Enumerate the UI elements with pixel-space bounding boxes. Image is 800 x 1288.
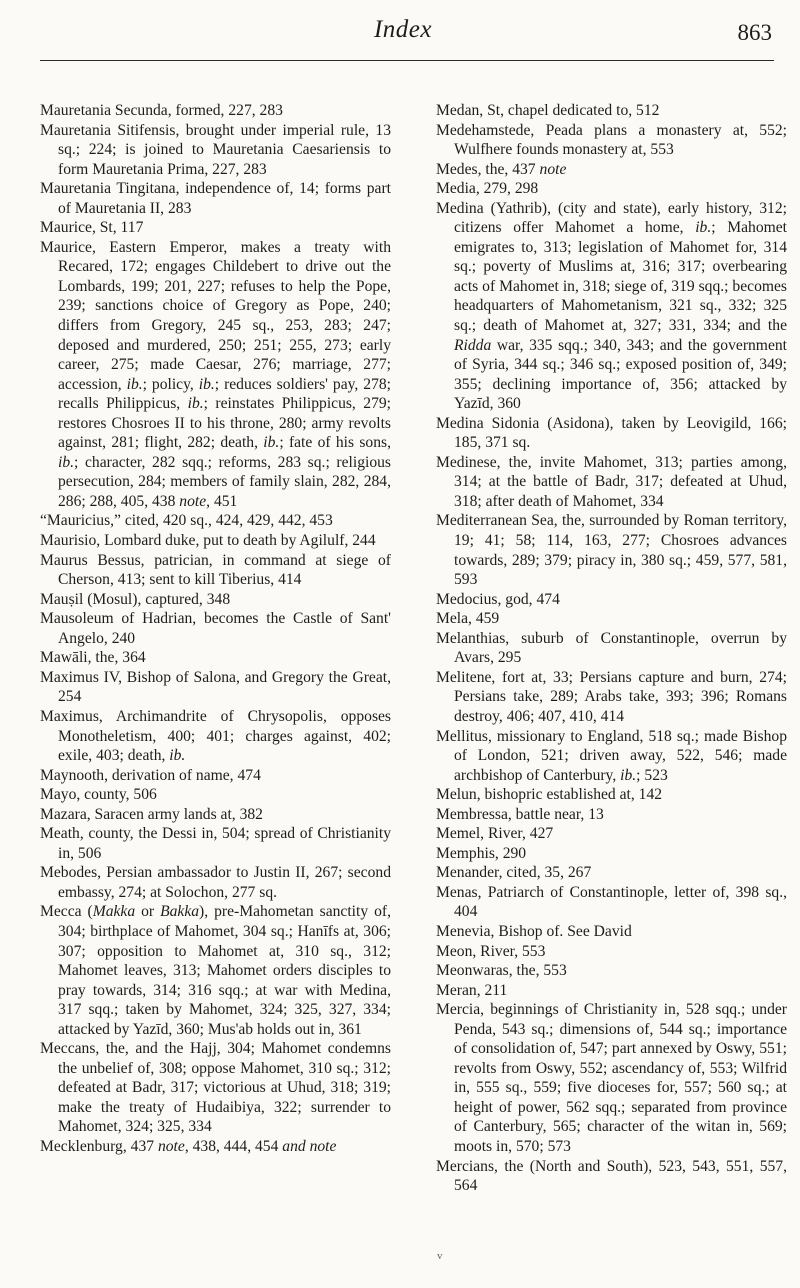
index-entry: Maurisio, Lombard duke, put to death by Agilulf, 244: [40, 532, 376, 550]
index-entry: Mediterranean Sea, the, surrounded by Roman territory, 19; 41; 58; 114, 163, 277; Chosroes advances towards, 289; 379; piracy in, 380 sq.; 459, 577, 581, 593: [436, 512, 787, 589]
index-entry: Mecklenburg, 437 note, 438, 444, 454 and note: [40, 1137, 337, 1155]
index-entry: Maurice, St, 117: [40, 219, 144, 237]
index-entry: Mauretania Tingitana, independence of, 14; forms part of Mauretania II, 283: [40, 180, 391, 217]
index-entry: Mebodes, Persian ambassador to Justin II, 267; second embassy, 274; at Solochon, 277 sq.: [40, 864, 391, 901]
index-entry: Mazara, Saracen army lands at, 382: [40, 805, 263, 823]
index-entry: Maximus, Archimandrite of Chrysopolis, opposes Monotheletism, 400; 401; charges against, 402; exile, 403; death, ib.: [40, 707, 391, 765]
page-header: [32, 12, 774, 64]
index-entry: Membressa, battle near, 13: [436, 805, 604, 823]
index-entry: Mauretania Sitifensis, brought under imperial rule, 13 sq.; 224; is joined to Mauretania Caesariensis to form Mauretania Prima, 227, 283: [40, 121, 391, 178]
index-entry: Medinese, the, invite Mahomet, 313; parties among, 314; at the battle of Badr, 317; defeated at Uhud, 318; after death of Mahomet, 334: [436, 453, 787, 510]
index-entry: Mercians, the (North and South), 523, 543, 551, 557, 564: [436, 1157, 787, 1195]
index-entry: Mayo, county, 506: [40, 786, 157, 804]
index-entry: Melitene, fort at, 33; Persians capture and burn, 274; Persians take, 289; Arabs take, 393; 396; Romans destroy, 406; 407, 410, 414: [436, 668, 787, 725]
index-entry: Medan, St, chapel dedicated to, 512: [436, 102, 660, 119]
index-entry: Meon, River, 553: [436, 942, 546, 960]
header-rule: [40, 60, 774, 61]
index-entry: Menander, cited, 35, 267: [436, 864, 592, 882]
index-entry: Menevia, Bishop of. See David: [436, 922, 632, 940]
index-entry: Mawāli, the, 364: [40, 649, 146, 667]
index-entry: Mela, 459: [436, 610, 500, 628]
index-entry: Medehamstede, Peada plans a monastery at, 552; Wulfhere founds monastery at, 553: [436, 121, 787, 159]
index-entry: Mellitus, missionary to England, 518 sq.; made Bishop of London, 521; driven away, 522, 546; made archbishop of Canterbury, ib.; 523: [436, 727, 787, 784]
index-entry: Medina Sidonia (Asidona), taken by Leovigild, 166; 185, 371 sq.: [436, 414, 787, 452]
index-entry: Memel, River, 427: [436, 825, 554, 843]
running-title: Index: [373, 16, 433, 43]
index-column-left: [40, 101, 391, 1157]
index-column-right: [436, 101, 787, 1196]
index-entry: Medocius, god, 474: [436, 590, 560, 608]
index-entry: Meccans, the, and the Hajj, 304; Mahomet condemns the unbelief of, 308; oppose Mahomet, 310 sq.; 312; defeated at Badr, 317; victorious at Uhud, 318; 319; make the treaty of Hudaibiya, 322; surrender to Mahomet, 324; 325, 334: [40, 1040, 391, 1136]
index-entry: Meran, 211: [436, 981, 508, 999]
printer-mark: v: [437, 1250, 443, 1262]
index-entry: Maurice, Eastern Emperor, makes a treaty with Recared, 172; engages Childebert to drive out the Lombards, 199; 201, 227; refuses to help the Pope, 239; sanctions choice of Gregory as Pope, 240; differs from Gregory, 245 sq., 253, 283; 247; deposed and murdered, 250; 251; 255, 273; early career, 275; made Caesar, 276; marriage, 277; accession, ib.; policy, ib.; reduces soldiers' pay, 278; recalls Philippicus, ib.; reinstates Philippicus, 279; restores Chosroes II to his throne, 280; army revolts against, 281; flight, 282; death, ib.; fate of his sons, ib.; character, 282 sqq.; reforms, 283 sq.; religious persecution, 284; members of family slain, 282, 284, 286; 288, 405, 438 note, 451: [40, 238, 391, 510]
index-entry: “Mauricius,” cited, 420 sq., 424, 429, 442, 453: [40, 512, 333, 530]
index-entry: Meath, county, the Dessi in, 504; spread of Christianity in, 506: [40, 825, 391, 862]
index-entry: Mercia, beginnings of Christianity in, 528 sqq.; under Penda, 543 sq.; dimensions of, 544 sq.; importance of consolidation of, 547; part annexed by Oswy, 551; revolts from Oswy, 552; ascendancy of, 553; Wilfrid in, 555 sq., 559; five dioceses for, 557; 560 sq.; at height of power, 562 sqq.; separated from province of Canterbury, 565; character of the witan in, 569; moots in, 570; 573: [436, 1001, 787, 1155]
index-entry: Memphis, 290: [436, 844, 527, 862]
index-entry: Mausoleum of Hadrian, becomes the Castle of Sant' Angelo, 240: [40, 610, 391, 647]
page-number: 863: [737, 20, 772, 45]
index-entry: Melanthias, suburb of Constantinople, overrun by Avars, 295: [436, 629, 787, 667]
index-entry: Melun, bishopric established at, 142: [436, 786, 663, 804]
index-entry: Maurus Bessus, patrician, in command at siege of Cherson, 413; sent to kill Tiberius, 414: [40, 551, 391, 589]
index-entry: Mauṣil (Mosul), captured, 348: [40, 590, 231, 608]
index-entry: Mecca (Makka or Bakka), pre-Mahometan sanctity of, 304; birthplace of Mahomet, 304 sq.; Hanīfs at, 306; 307; opposition to Mahomet at, 310 sq., 312; Mahomet leaves, 313; Mahomet orders disciples to pray towards, 314; 316 sqq.; at war with Medina, 317 sqq.; taken by Mahomet, 324; 325, 327, 334; attacked by Yazīd, 360; Mus'ab holds out in, 361: [40, 903, 391, 1038]
index-entry: Medes, the, 437 note: [436, 160, 567, 178]
index-entry: Media, 279, 298: [436, 180, 539, 198]
index-entry: Mauretania Secunda, formed, 227, 283: [40, 102, 283, 119]
index-entry: Medina (Yathrib), (city and state), early history, 312; citizens offer Mahomet a home, ib.; Mahomet emigrates to, 313; legislation of Mahomet for, 314 sq.; poverty of Muslims at, 316; 317; overbearing acts of Mahomet in, 318; siege of, 319 sqq.; becomes headquarters of Mahometanism, 321 sq., 332; 325 sq.; death of Mahomet at, 327; 331, 334; and the Ridda war, 335 sqq.; 340, 343; and the government of Syria, 344 sq.; 346 sq.; exposed position of, 349; 355; declining importance of, 356; attacked by Yazīd, 360: [436, 199, 787, 413]
index-entry: Menas, Patriarch of Constantinople, letter of, 398 sq., 404: [436, 883, 787, 921]
index-entry: Maynooth, derivation of name, 474: [40, 766, 261, 784]
index-entry: Meonwaras, the, 553: [436, 962, 567, 980]
index-entry: Maximus IV, Bishop of Salona, and Gregory the Great, 254: [40, 668, 391, 706]
